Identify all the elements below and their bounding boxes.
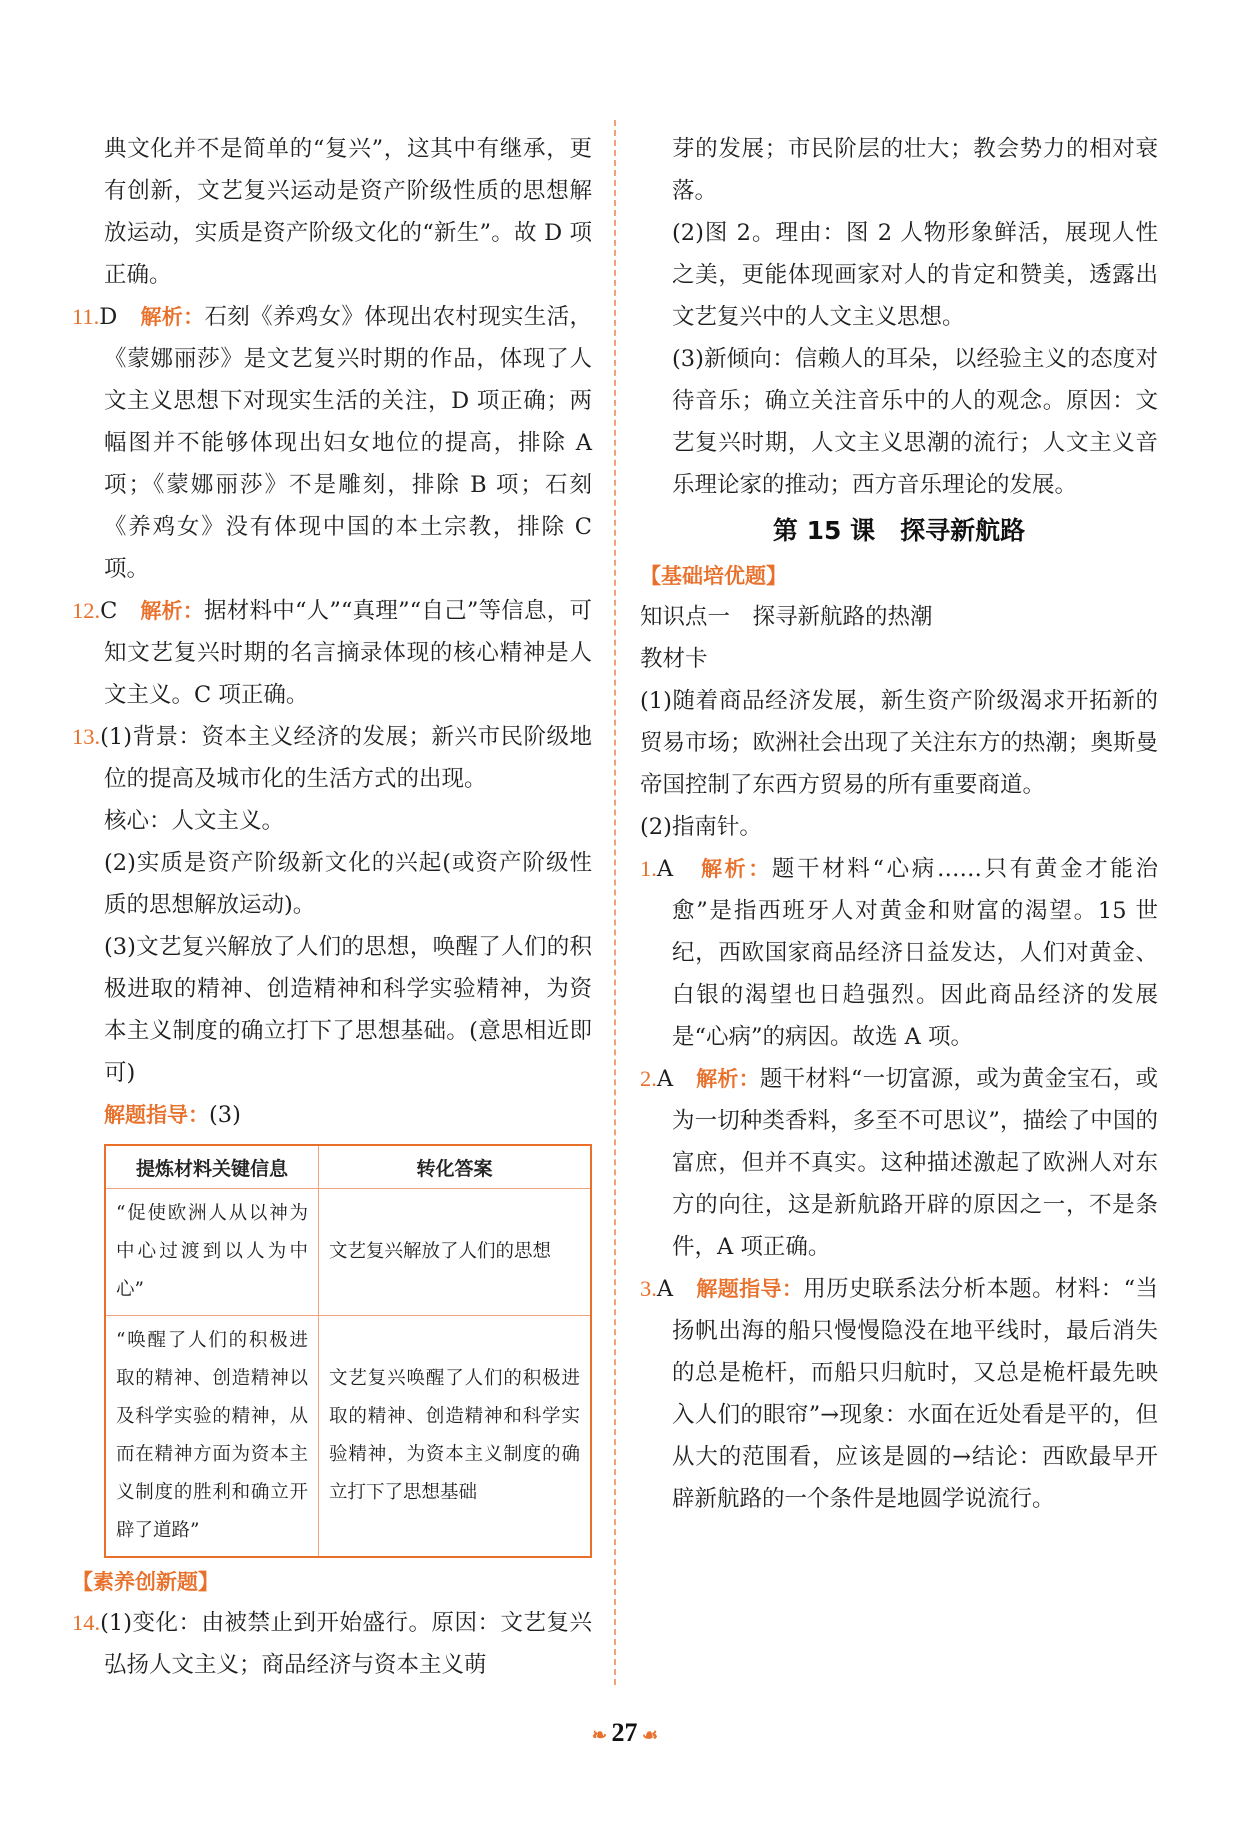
q1-label: 解析： [700,857,772,881]
q3-answer: A [656,1276,674,1302]
question-2 [640,1058,1158,1268]
table-header-answer: 转化答案 [319,1145,592,1189]
question-11 [72,296,592,590]
question-1 [640,848,1158,1058]
left-ornament-icon: ❧ [591,1725,612,1745]
table-header-row [105,1145,591,1189]
hint-ref: (3) [209,1102,241,1128]
question-13-part3: (3)文艺复兴解放了人们的思想，唤醒了人们的积极进取的精神、创造精神和科学实验精神，为资本主义制度的确立打下了思想基础。(意思相近即可) [104,934,592,1086]
question-13-part1 [72,716,592,800]
q1-answer: A [656,856,674,882]
right-column [640,128,1158,1520]
question-12 [72,590,592,716]
hint-table [104,1144,592,1558]
q13-number: 13. [72,724,101,749]
left-column [72,128,592,1686]
question-13-part2: (2)实质是资产阶级新文化的兴起(或资产阶级性质的思想解放运动)。 [104,850,592,918]
page-number-value: 27 [611,1718,638,1747]
q2-answer: A [656,1066,674,1092]
q12-label: 解析： [140,599,205,623]
q3-number: 3. [640,1276,657,1301]
q14-continuation: 芽的发展；市民阶层的壮大；教会势力的相对衰落。 [672,136,1158,204]
q12-text: 据材料中“人”“真理”“自己”等信息，可知文艺复兴时期的名言摘录体现的核心精神是人文主义。C 项正确。 [104,598,592,708]
q2-label: 解析： [696,1067,760,1091]
q14-text: (1)变化：由被禁止到开始盛行。原因：文艺复兴弘扬人文主义；商品经济与资本主义萌 [100,1610,592,1678]
section-heading-innovation: 【素养创新题】 [72,1570,219,1594]
table-header-key-info: 提炼材料关键信息 [105,1145,319,1189]
question-13-hint [72,1094,592,1136]
q12-answer: C [100,598,118,624]
hint-label: 解题指导： [104,1103,209,1127]
table-cell: 文艺复兴唤醒了人们的积极进取的精神、创造精神和科学实验精神，为资本主义制度的确立打下了思想基础 [319,1316,592,1558]
card-part1: (1)随着商品经济发展，新生资产阶级渴求开拓新的贸易市场；欧洲社会出现了关注东方的热潮；奥斯曼帝国控制了东西方贸易的所有重要商道。 [640,688,1158,798]
right-ornament-icon: ☙ [637,1725,659,1745]
q3-label: 解题指导： [696,1277,804,1301]
page-number [0,1718,1250,1748]
table-cell: “唤醒了人们的积极进取的精神、创造精神以及科学实验的精神，从而在精神方面为资本主义制度的胜利和确立开辟了道路” [105,1316,319,1558]
q11-answer: D [99,304,118,330]
q3-text: 用历史联系法分析本题。材料：“当扬帆出海的船只慢慢隐没在地平线时，最后消失的总是桅杆，而船只归航时，又总是桅杆最先映入人们的眼帘”→现象：水面在近处看是平的，但从大的范围看，应该是圆的→结论：西欧最早开辟新航路的一个条件是地圆学说流行。 [672,1276,1158,1512]
q1-text: 题干材料“心病……只有黄金才能治愈”是指西班牙人对黄金和财富的渴望。15 世纪，西欧国家商品经济日益发达，人们对黄金、白银的渴望也日趋强烈。因此商品经济的发展是“心病”的病因。故选 A 项。 [672,856,1158,1050]
q12-number: 12. [72,598,101,623]
table-cell: 文艺复兴解放了人们的思想 [319,1189,592,1316]
q2-text: 题干材料“一切富源，或为黄金宝石，或为一切种类香料，多至不可思议”，描绘了中国的富庶，但并不真实。这种描述激起了欧洲人对东方的向往，这是新航路开辟的原因之一，不是条件，A 项正确。 [672,1066,1158,1260]
textbook-card-label: 教材卡 [640,646,708,672]
card-part2: (2)指南针。 [640,814,762,840]
column-divider [614,120,616,1685]
table-row [105,1316,591,1558]
table-row [105,1189,591,1316]
q14-part2: (2)图 2。理由：图 2 人物形象鲜活，展现人性之美，更能体现画家对人的肯定和赞美，透露出文艺复兴中的人文主义思想。 [672,220,1158,330]
q14-part3: (3)新倾向：信赖人的耳朵，以经验主义的态度对待音乐；确立关注音乐中的人的观念。原因：文艺复兴时期，人文主义思潮的流行；人文主义音乐理论家的推动；西方音乐理论的发展。 [672,346,1158,498]
question-13-core: 核心：人文主义。 [104,808,285,834]
question-3 [640,1268,1158,1520]
q1-number: 1. [640,856,657,881]
q13-p1: (1)背景：资本主义经济的发展；新兴市民阶级地位的提高及城市化的生活方式的出现。 [100,724,592,792]
q11-text: 石刻《养鸡女》体现出农村现实生活，《蒙娜丽莎》是文艺复兴时期的作品，体现了人文主义思想下对现实生活的关注，D 项正确；两幅图并不能够体现出妇女地位的提高，排除 A 项；《蒙娜丽莎》不是雕刻，排除 B 项；石刻《养鸡女》没有体现中国的本土宗教，排除 C 项。 [104,304,592,582]
table-cell: “促使欧洲人从以神为中心过渡到以人为中心” [105,1189,319,1316]
section-heading-foundation: 【基础培优题】 [640,564,787,588]
lesson-title: 第 15 课 探寻新航路 [772,516,1026,545]
q14-number: 14. [72,1610,101,1635]
q2-number: 2. [640,1066,657,1091]
question-14 [72,1602,592,1686]
knowledge-point: 知识点一 探寻新航路的热潮 [640,604,933,630]
q11-number: 11. [72,304,100,329]
q11-label: 解析： [140,305,205,329]
intro-paragraph: 典文化并不是简单的“复兴”，这其中有继承，更有创新，文艺复兴运动是资产阶级性质的思想解放运动，实质是资产阶级文化的“新生”。故 D 项正确。 [104,136,592,288]
